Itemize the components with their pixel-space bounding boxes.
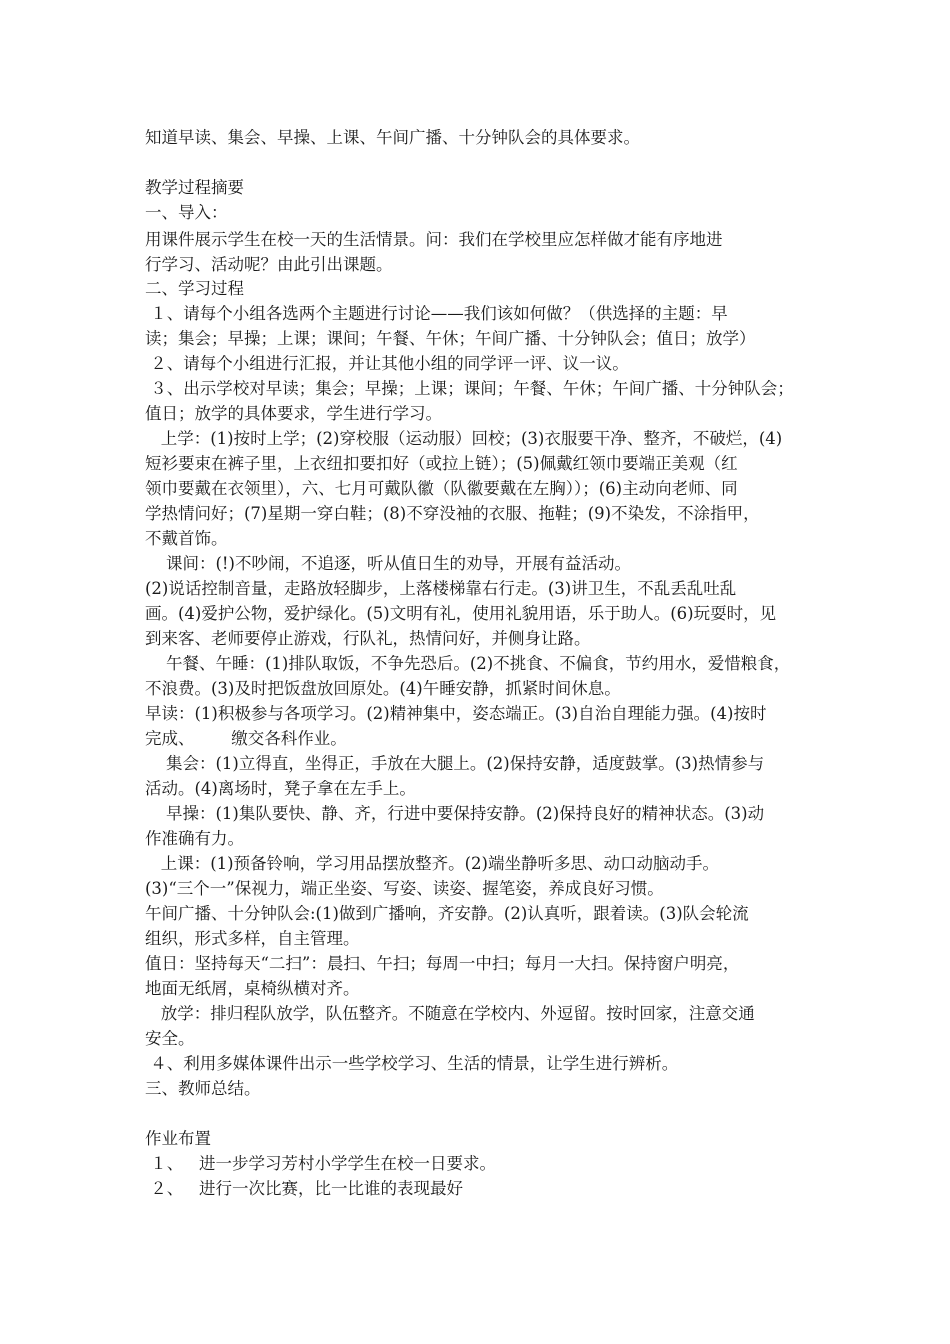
paragraph-line: 学热情问好；(7)星期一穿白鞋；(8)不穿没袖的衣服、拖鞋；(9)不染发，不涂指甲， (145, 504, 760, 523)
paragraph-line: 到来客、老师要停止游戏，行队礼，热情问好，并侧身让路。 (145, 629, 591, 648)
paragraph-line: １、请每个小组各选两个主题进行讨论——我们该如何做？（供选择的主题：早 (145, 304, 728, 323)
paragraph-line: 放学：排归程队放学，队伍整齐。不随意在学校内、外逗留。按时回家，注意交通 (145, 1004, 755, 1023)
paragraph-line: 活动。(4)离场时，凳子拿在左手上。 (145, 779, 416, 798)
paragraph-line: (3)“三个一”保视力，端正坐姿、写姿、读姿、握笔姿，养成良好习惯。 (145, 879, 664, 898)
paragraph-line: 画。(4)爱护公物，爱护绿化。(5)文明有礼，使用礼貌用语，乐于助人。(6)玩耍时，见 (145, 604, 777, 623)
paragraph-line: 早操：(1)集队要快、静、齐，行进中要保持安静。(2)保持良好的精神状态。(3)动 (145, 804, 765, 823)
paragraph-line: 不浪费。(3)及时把饭盘放回原处。(4)午睡安静，抓紧时间休息。 (145, 679, 621, 698)
paragraph-line: 午间广播、十分钟队会:(1)做到广播响，齐安静。(2)认真听，跟着读。(3)队会轮流 (145, 904, 749, 923)
paragraph-line: ３、出示学校对早读；集会；早操；上课；课间；午餐、午休；午间广播、十分钟队会； (145, 379, 794, 398)
paragraph-line: 组织，形式多样，自主管理。 (145, 929, 360, 948)
section3-heading: 三、教师总结。 (145, 1079, 261, 1098)
paragraph-line: 课间：(!)不吵闹，不追逐，听从值日生的劝导，开展有益活动。 (145, 554, 631, 573)
paragraph-line: ２、请每个小组进行汇报，并让其他小组的同学评一评、议一议。 (145, 354, 629, 373)
section1-heading: 一、导入： (145, 203, 228, 222)
paragraph-line: 领巾要戴在衣领里），六、七月可戴队徽（队徽要戴在左胸））；(6)主动向老师、同 (145, 479, 738, 498)
paragraph-line: 地面无纸屑，桌椅纵横对齐。 (145, 979, 360, 998)
paragraph-line: 行学习、活动呢？由此引出课题。 (145, 255, 393, 274)
section2-heading: 二、学习过程 (145, 279, 244, 298)
paragraph-line: 上课：(1)预备铃响，学习用品摆放整齐。(2)端坐静听多思、动口动脑动手。 (145, 854, 719, 873)
paragraph-line: 完成、 缴交各科作业。 (145, 729, 347, 748)
paragraph-line: 值日：坚持每天“二扫”：晨扫、午扫；每周一中扫；每月一大扫。保持窗户明亮， (145, 954, 740, 973)
paragraph-line: 集会：(1)立得直，坐得正，手放在大腿上。(2)保持安静，适度鼓掌。(3)热情参与 (145, 754, 765, 773)
homework-heading: 作业布置 (145, 1129, 211, 1148)
paragraph-line: 上学：(1)按时上学；(2)穿校服（运动服）回校；(3)衣服要干净、整齐，不破烂，(4) (145, 429, 783, 448)
paragraph-line: 值日；放学的具体要求，学生进行学习。 (145, 404, 442, 423)
paragraph-line: 早读：(1)积极参与各项学习。(2)精神集中，姿态端正。(3)自治自理能力强。(4)按时 (145, 704, 767, 723)
paragraph-line: 不戴首饰。 (145, 529, 228, 548)
paragraph-line: 读；集会；早操；上课；课间；午餐、午休；午间广播、十分钟队会；值日；放学） (145, 329, 756, 348)
objective-text: 知道早读、集会、早操、上课、午间广播、十分钟队会的具体要求。 (145, 128, 640, 147)
homework-item: ２、 进行一次比赛，比一比谁的表现最好 (145, 1179, 463, 1198)
paragraph-line: ４、利用多媒体课件出示一些学校学习、生活的情景，让学生进行辨析。 (145, 1054, 679, 1073)
paragraph-line: (2)说话控制音量，走路放轻脚步，上落楼梯靠右行走。(3)讲卫生，不乱丢乱吐乱 (145, 579, 737, 598)
paragraph-line: 午餐、午睡：(1)排队取饭，不争先恐后。(2)不挑食、不偏食，节约用水，爱惜粮食， (145, 654, 791, 673)
process-heading: 教学过程摘要 (145, 178, 244, 197)
paragraph-line: 用课件展示学生在校一天的生活情景。问：我们在学校里应怎样做才能有序地进 (145, 230, 723, 249)
homework-item: １、 进一步学习芳村小学学生在校一日要求。 (145, 1154, 496, 1173)
paragraph-line: 安全。 (145, 1029, 195, 1048)
paragraph-line: 作准确有力。 (145, 829, 244, 848)
paragraph-line: 短衫要束在裤子里，上衣纽扣要扣好（或拉上链）；(5)佩戴红领巾要端正美观（红 (145, 454, 738, 473)
